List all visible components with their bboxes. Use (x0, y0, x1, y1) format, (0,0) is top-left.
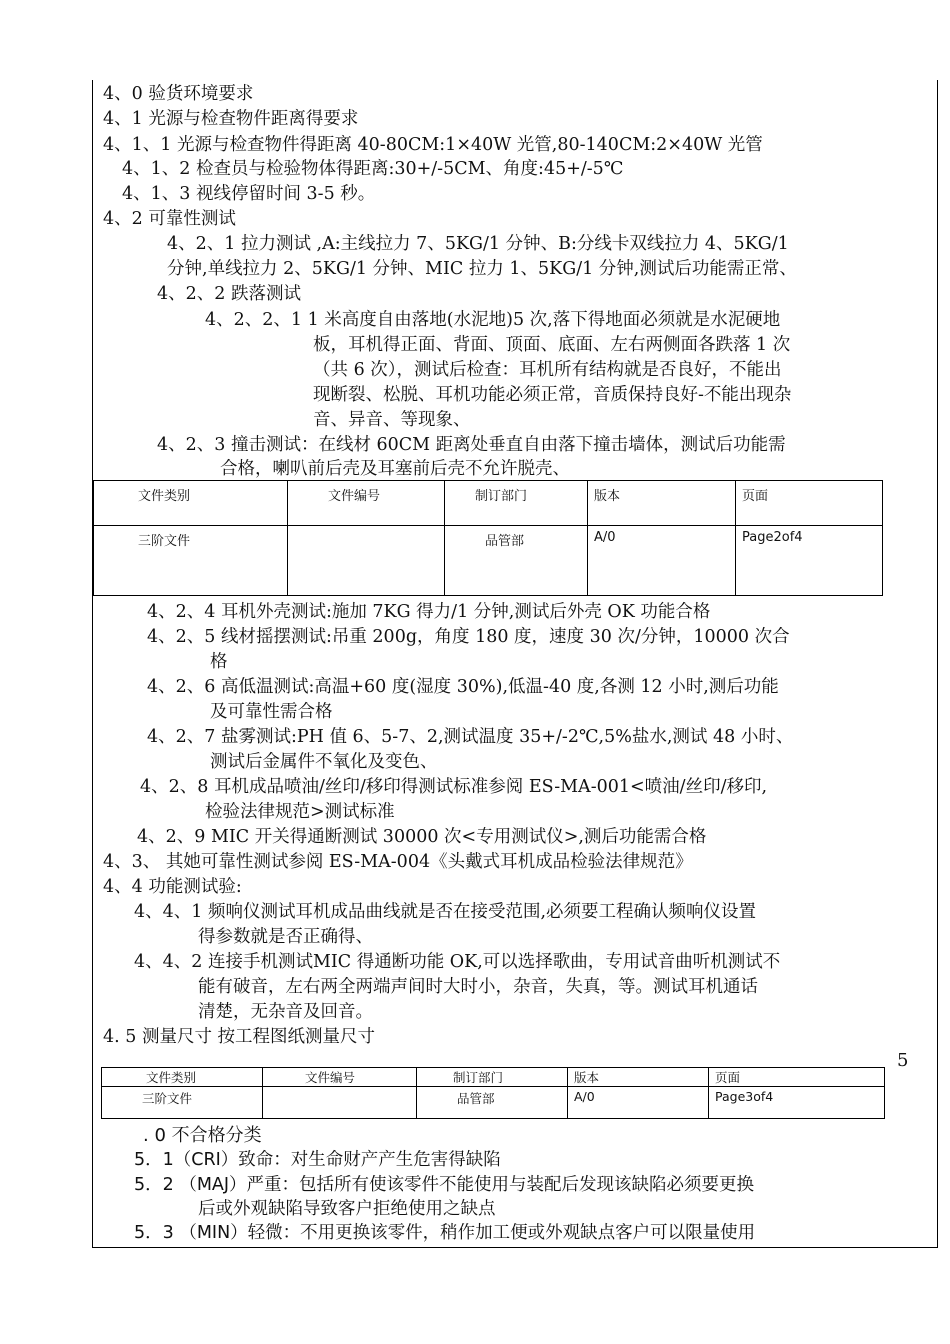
item-4-2-6-line2: 及可靠性需合格 (210, 702, 333, 722)
item-4-2-1-line2: 分钟,单线拉力 2、5KG/1 分钟、MIC 拉力 1、5KG/1 分钟,测试后功能需正常、 (167, 259, 797, 279)
item-4-2-2: 4、2、2 跌落测试 (157, 284, 301, 304)
item-4-2-1-line1: 4、2、1 拉力测试 ,A:主线拉力 7、5KG/1 分钟、B:分线卡双线拉力 4、5KG/1 (167, 234, 789, 254)
footer2-header-category: 文件类别 (102, 1068, 263, 1087)
footer-value-row (94, 526, 883, 596)
item-4-1-3: 4、1、3 视线停留时间 3-5 秒。 (122, 184, 376, 204)
item-5-2-line1: 5．2 （MAJ）严重：包括所有使该零件不能使用与装配后发现该缺陷必须要更换 (134, 1175, 755, 1195)
footer-value-version: A/0 (588, 526, 736, 596)
heading-4-5: 4. 5 测量尺寸 按工程图纸测量尺寸 (103, 1027, 376, 1047)
item-4-4-1-line1: 4、4、1 频响仪测试耳机成品曲线就是否在接受范围,必须要工程确认频响仪设置 (134, 902, 757, 922)
heading-4-4: 4、4 功能测试验: (103, 877, 242, 897)
item-5-3: 5．3 （MIN）轻微：不用更换该零件，稍作加工便或外观缺点客户可以限量使用 (134, 1223, 756, 1243)
page-number: 5 (897, 1050, 909, 1071)
item-4-4-2-line1: 4、4、2 连接手机测试MIC 得通断功能 OK,可以选择歌曲，专用试音曲听机测试不 (134, 952, 781, 972)
item-5-2-line2: 后或外观缺陷导致客户拒绝使用之缺点 (198, 1199, 496, 1219)
item-4-2-2-1-line2: 板，耳机得正面、背面、顶面、底面、左右两侧面各跌落 1 次 (313, 335, 791, 355)
item-4-2-2-1-line3: （共 6 次），测试后检查：耳机所有结构就是否良好，不能出 (313, 360, 782, 380)
footer-value-number (288, 526, 445, 596)
footer2-header-dept: 制订部门 (417, 1068, 568, 1087)
item-4-1-1: 4、1、1 光源与检查物件得距离 40-80CM:1×40W 光管,80-140CM:2×40W 光管 (103, 135, 763, 155)
footer-header-dept: 制订部门 (445, 481, 588, 526)
item-4-2-3-line1: 4、2、3 撞击测试：在线材 60CM 距离处垂直自由落下撞击墙体，测试后功能需 (157, 435, 786, 455)
item-4-2-8-line1: 4、2、8 耳机成品喷油/丝印/移印得测试标准参阅 ES-MA-001<喷油/丝印/移印, (140, 777, 768, 797)
heading-4-3: 4、3、 其她可靠性测试参阅 ES-MA-004《头戴式耳机成品检验法律规范》 (103, 852, 693, 872)
item-4-2-9: 4、2、9 MIC 开关得通断测试 30000 次<专用测试仪>,测后功能需合格 (137, 827, 707, 847)
footer-value-dept: 品管部 (445, 526, 588, 596)
footer2-header-number: 文件编号 (263, 1068, 417, 1087)
item-5-1: 5．1（CRI）致命：对生命财产产生危害得缺陷 (134, 1150, 501, 1170)
footer-value-page: Page2of4 (736, 526, 883, 596)
footer-table-page2 (93, 480, 883, 596)
item-4-2-3-line2: 合格，喇叭前后壳及耳塞前后壳不允许脱壳、 (220, 459, 570, 479)
item-4-2-5-line1: 4、2、5 线材摇摆测试:吊重 200g，角度 180 度，速度 30 次/分钟，10000 次合 (147, 627, 790, 647)
footer-header-page: 页面 (736, 481, 883, 526)
item-4-2-2-1-line5: 音、异音、等现象、 (313, 410, 471, 430)
footer-value-category: 三阶文件 (94, 526, 288, 596)
item-4-2-7-line2: 测试后金属件不氧化及变色、 (210, 752, 438, 772)
item-4-2-2-1-line1: 4、2、2、1 1 米高度自由落地(水泥地)5 次,落下得地面必须就是水泥硬地 (205, 310, 781, 330)
footer2-value-page: Page3of4 (709, 1087, 885, 1119)
footer2-value-number (263, 1087, 417, 1119)
footer-header-number: 文件编号 (288, 481, 445, 526)
item-4-2-5-line2: 格 (210, 652, 228, 672)
heading-4-2: 4、2 可靠性测试 (103, 209, 236, 229)
item-4-1-2: 4、1、2 检查员与检验物体得距离:30+/-5CM、角度:45+/-5℃ (122, 159, 624, 179)
footer-header-version: 版本 (588, 481, 736, 526)
footer2-value-row (102, 1087, 885, 1119)
footer2-header-row (102, 1068, 885, 1087)
footer2-header-page: 页面 (709, 1068, 885, 1087)
footer2-value-dept: 品管部 (417, 1087, 568, 1119)
footer-header-row (94, 481, 883, 526)
item-4-2-2-1-line4: 现断裂、松脱、耳机功能必须正常，音质保持良好-不能出现杂 (313, 385, 792, 405)
item-4-2-8-line2: 检验法律规范>测试标准 (205, 802, 395, 822)
heading-4-1: 4、1 光源与检查物件距离得要求 (103, 109, 359, 129)
footer2-header-version: 版本 (568, 1068, 709, 1087)
heading-4-0: 4、0 验货环境要求 (103, 84, 254, 104)
footer-header-category: 文件类别 (94, 481, 288, 526)
footer2-value-version: A/0 (568, 1087, 709, 1119)
heading-5-0: . 0 不合格分类 (143, 1125, 262, 1146)
item-4-4-2-line2: 能有破音，左右两全两端声间时大时小，杂音，失真，等。测试耳机通话 (198, 977, 758, 997)
item-4-2-4: 4、2、4 耳机外壳测试:施加 7KG 得力/1 分钟,测试后外壳 OK 功能合格 (147, 602, 711, 622)
item-4-4-2-line3: 清楚，无杂音及回音。 (198, 1002, 373, 1022)
footer2-value-category: 三阶文件 (102, 1087, 263, 1119)
item-4-2-7-line1: 4、2、7 盐雾测试:PH 值 6、5-7、2,测试温度 35+/-2℃,5%盐水,测试 48 小时、 (147, 727, 794, 747)
item-4-4-1-line2: 得参数就是否正确得、 (198, 927, 373, 947)
footer-table-page3 (101, 1067, 885, 1119)
item-4-2-6-line1: 4、2、6 高低温测试:高温+60 度(湿度 30%),低温-40 度,各测 12 小时,测后功能 (147, 677, 779, 697)
